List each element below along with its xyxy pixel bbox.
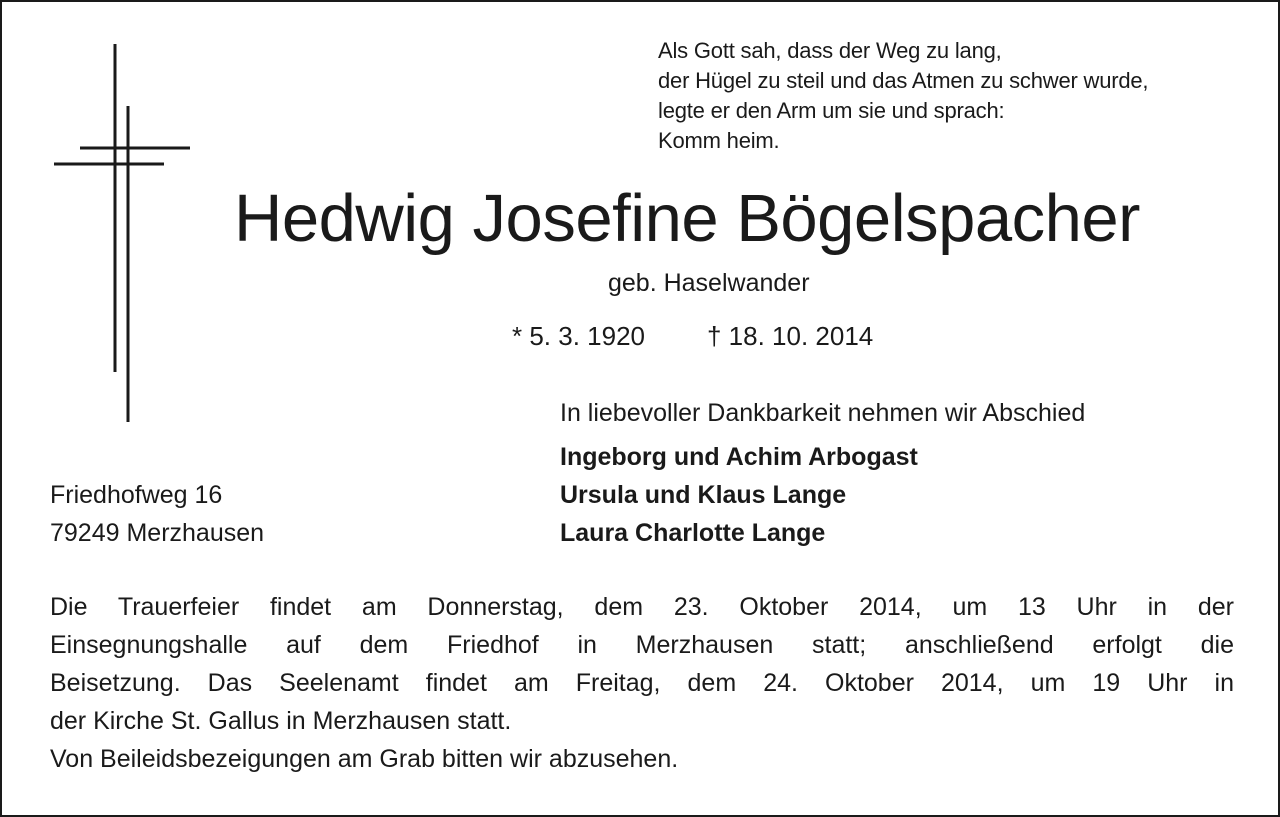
life-dates bbox=[512, 318, 873, 354]
death-date: † 18. 10. 2014 bbox=[707, 321, 874, 351]
announcement-line: Von Beileidsbezeigungen am Grab bitten wir abzusehen. bbox=[50, 745, 679, 773]
announcement-line: der Kirche St. Gallus in Merzhausen statt. bbox=[50, 707, 512, 735]
mourners-list bbox=[560, 438, 918, 552]
announcement-line: Beisetzung. Das Seelenamt findet am Freitag, dem 24. Oktober 2014, um 19 Uhr in bbox=[50, 669, 1234, 697]
maiden-name: geb. Haselwander bbox=[608, 269, 810, 297]
farewell-text: In liebevoller Dankbarkeit nehmen wir Abschied bbox=[560, 399, 1086, 427]
deceased-name: Hedwig Josefine Bögelspacher bbox=[234, 181, 1140, 256]
mourner-address bbox=[50, 476, 264, 552]
birth-date: * 5. 3. 1920 bbox=[512, 321, 645, 351]
mourner-name: Ursula und Klaus Lange bbox=[560, 481, 847, 509]
mourner-name: Laura Charlotte Lange bbox=[560, 519, 826, 547]
address-street: Friedhofweg 16 bbox=[50, 481, 223, 509]
poem bbox=[658, 36, 1148, 156]
poem-line: der Hügel zu steil und das Atmen zu schwer wurde, bbox=[658, 68, 1149, 93]
cross-icon bbox=[2, 2, 202, 432]
poem-line: Als Gott sah, dass der Weg zu lang, bbox=[658, 38, 1002, 63]
address-city: 79249 Merzhausen bbox=[50, 519, 265, 547]
funeral-announcement bbox=[50, 588, 1234, 778]
announcement-line: Die Trauerfeier findet am Donnerstag, dem 23. Oktober 2014, um 13 Uhr in der bbox=[50, 593, 1234, 621]
poem-line: Komm heim. bbox=[658, 128, 780, 153]
poem-line: legte er den Arm um sie und sprach: bbox=[658, 98, 1005, 123]
announcement-line: Einsegnungshalle auf dem Friedhof in Merzhausen statt; anschließend erfolgt die bbox=[50, 631, 1234, 659]
mourner-name: Ingeborg und Achim Arbogast bbox=[560, 443, 918, 471]
